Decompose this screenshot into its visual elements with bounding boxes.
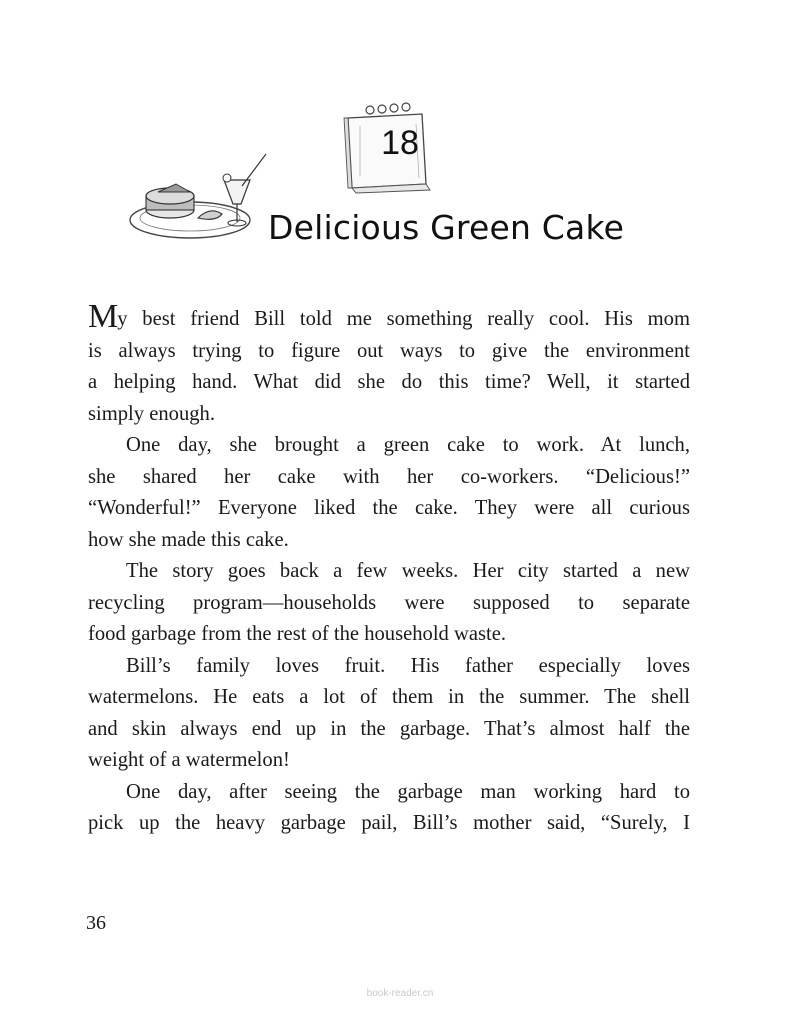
- text-line: how she made this cake.: [88, 528, 289, 551]
- text-line: she shared her cake with her co-workers. “Delicious!”: [88, 465, 690, 488]
- page-number: 36: [86, 912, 106, 934]
- text-line: food garbage from the rest of the household waste.: [88, 623, 507, 645]
- text-line: recycling program—households were supposed to separate: [88, 591, 690, 614]
- text-line: weight of a watermelon!: [88, 749, 290, 771]
- chapter-number: 18: [381, 124, 419, 162]
- cake-plate-illustration: [128, 148, 278, 248]
- text-line: and skin always end up in the garbage. That’s almost half the: [88, 717, 690, 740]
- text-line: “Wonderful!” Everyone liked the cake. They were all curious: [88, 497, 690, 519]
- paragraph-3: [88, 556, 690, 651]
- text-line: simply enough.: [88, 402, 215, 425]
- chapter-body: [88, 300, 690, 840]
- chapter-title: Delicious Green Cake: [268, 208, 625, 247]
- watermark: book-reader.cn: [366, 988, 434, 999]
- text-line: watermelons. He eats a lot of them in the summer. The shell: [88, 686, 690, 708]
- paragraph-5: [88, 777, 690, 840]
- text-line: a helping hand. What did she do this time? Well, it started: [88, 371, 690, 393]
- paragraph-4: [88, 651, 690, 777]
- paragraph-1: [88, 300, 690, 430]
- paragraph-2: [88, 430, 690, 556]
- text-line: One day, after seeing the garbage man working hard to: [126, 780, 690, 803]
- text-line: The story goes back a few weeks. Her city started a new: [126, 560, 690, 582]
- text-line: One day, she brought a green cake to work. At lunch,: [126, 434, 690, 456]
- text-line: pick up the heavy garbage pail, Bill’s mother said, “Surely, I: [88, 812, 690, 834]
- text-line: My best friend Bill told me something really cool. His mom: [88, 298, 690, 335]
- drop-cap: M: [88, 298, 118, 335]
- text-line: Bill’s family loves fruit. His father especially loves: [126, 654, 690, 677]
- text-line: is always trying to figure out ways to give the environment: [88, 339, 690, 362]
